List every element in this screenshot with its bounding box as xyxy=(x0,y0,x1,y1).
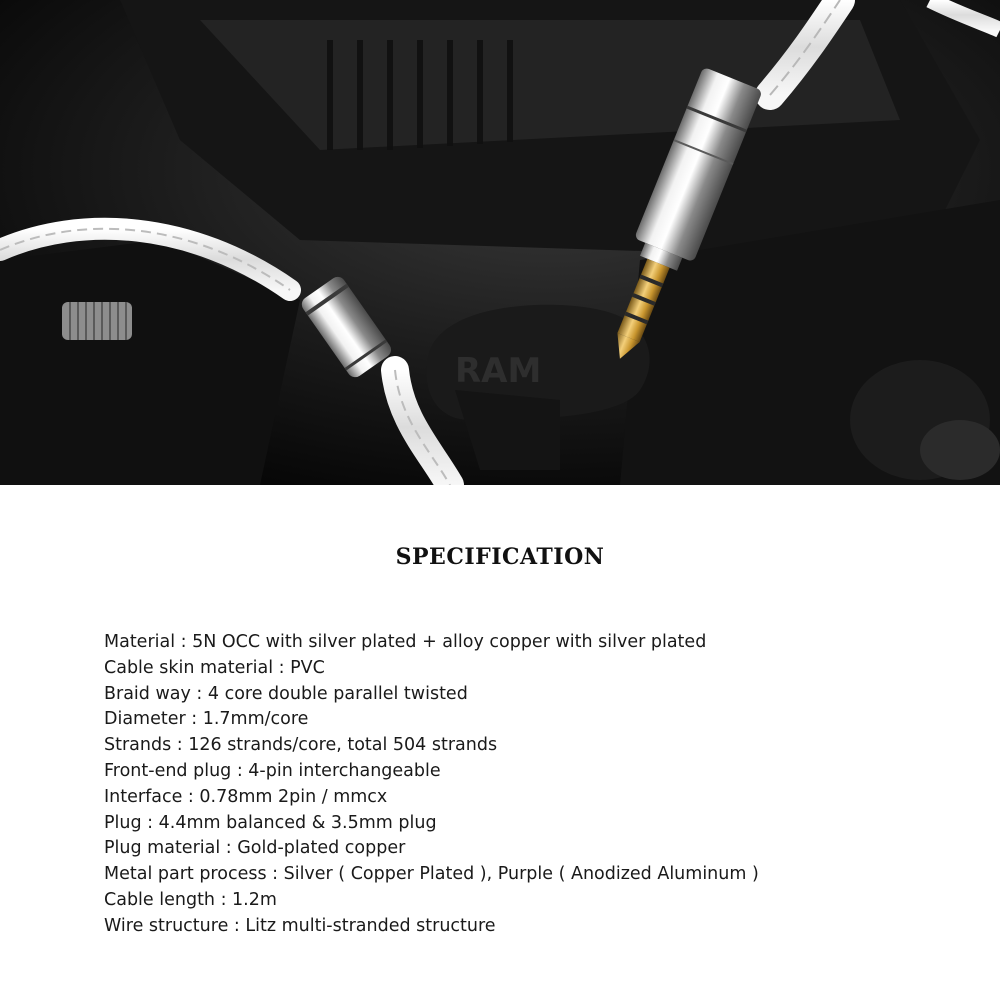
spec-item-cable-length: Cable length : 1.2m xyxy=(104,889,277,910)
spec-item-metal-part-process: Metal part process : Silver ( Copper Plated ), Purple ( Anodized Aluminum ) xyxy=(104,864,759,885)
spec-item-plug-material: Plug material : Gold-plated copper xyxy=(104,838,406,859)
specification-title: SPECIFICATION xyxy=(395,544,605,570)
logo-text: RAM xyxy=(455,351,542,391)
spec-item-diameter: Diameter : 1.7mm/core xyxy=(104,709,309,730)
spec-item-braid-way: Braid way : 4 core double parallel twisted xyxy=(104,683,468,704)
spec-item-plug: Plug : 4.4mm balanced & 3.5mm plug xyxy=(104,812,437,833)
spec-item-cable-skin: Cable skin material : PVC xyxy=(104,657,325,678)
spec-item-material: Material : 5N OCC with silver plated + alloy copper with silver plated xyxy=(104,632,707,652)
spec-item-front-end-plug: Front-end plug : 4-pin interchangeable xyxy=(104,760,441,781)
spec-item-interface: Interface : 0.78mm 2pin / mmcx xyxy=(104,786,388,807)
spec-item-strands: Strands : 126 strands/core, total 504 strands xyxy=(104,735,498,756)
specification-list xyxy=(104,630,759,940)
spec-item-wire-structure: Wire structure : Litz multi-stranded structure xyxy=(104,915,496,936)
product-photo xyxy=(0,0,1000,485)
